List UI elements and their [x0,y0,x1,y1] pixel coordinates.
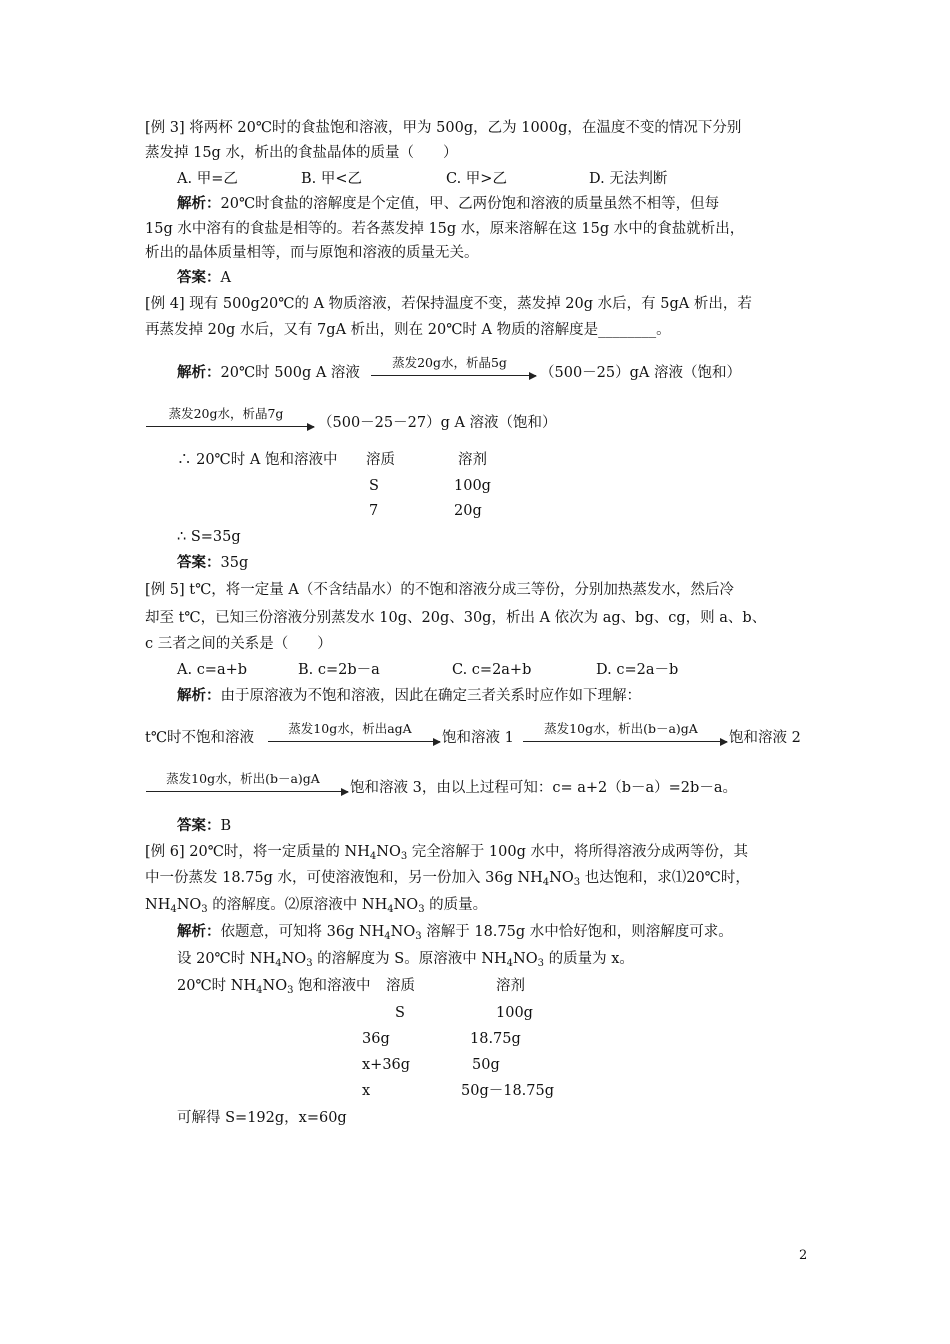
ex3-option-b: B. 甲<乙 [301,171,363,187]
answer-label: 答案： [177,269,221,286]
ex5-answer [177,816,231,836]
ex5-question-line-1: [例 5] t℃，将一定量 A（不含结晶水）的不饱和溶液分成三等份，分别加热蒸发水，然后冷 [145,582,734,598]
ex5-question-line-2: 却至 t℃，已知三份溶液分别蒸发水 10g、20g、30g，析出 A 依次为 ag、bg、cg，则 a、b、 [145,610,767,626]
ex6-analysis-line-2: 设 20℃时 $NH_4NO_3$ 的溶解度为 S。原溶液中 $NH_4NO_3$ 的质量为 x。 [177,951,634,969]
answer-label: 答案： [177,554,221,571]
ex4-table-lead: ∴ 20℃时 A 饱和溶液中 [177,452,338,468]
ex6-table-cell: 100g [496,1005,533,1021]
ex4-table-cell: 7 [369,503,379,519]
ex3-option-c: C. 甲>乙 [446,171,507,187]
reaction-arrow-5-label: 蒸发10g水，析出(b－a)gA [166,771,320,786]
analysis-text: 20℃时食盐的溶解度是个定值，甲、乙两份饱和溶液的质量虽然不相等，但每 [220,196,720,212]
analysis-text: 由于原溶液为不饱和溶液，因此在确定三者关系时应作如下理解： [220,688,641,704]
step1-start-text: 20℃时 500g A 溶液 [220,365,360,381]
ex4-table-header-solute: 溶质 [366,452,395,468]
reaction-arrow-4-label: 蒸发10g水，析出(b－a)gA [544,721,698,736]
reaction-arrow-4 [523,722,727,742]
ex5-analysis-line-1 [177,686,641,706]
ex4-question-line-1: [例 4] 现有 500g20℃的 A 物质溶液，若保持温度不变，蒸发掉 20g 水后，有 5gA 析出，若 [145,296,752,312]
analysis-label: 解析： [177,687,221,704]
ex4-step2-end: （500－25－27）g A 溶液（饱和） [318,415,557,431]
ex3-answer [177,268,231,288]
reaction-arrow-2-label: 蒸发20g水，析晶7g [168,406,284,421]
ex6-result: 可解得 S=192g，x=60g [177,1110,347,1126]
ex4-table-cell: S [369,478,379,494]
reaction-arrow-3-label: 蒸发10g水，析出agA [288,721,412,736]
ex4-result: ∴ S=35g [177,529,241,545]
reaction-arrow-1 [371,356,536,376]
ex6-table-header-solvent: 溶剂 [496,978,525,994]
ex6-table-cell: x [362,1083,371,1099]
analysis-label: 解析： [177,364,221,381]
ex6-question-line-1: [例 6] 20℃时，将一定质量的 $NH_4NO_3$ 完全溶解于 100g 水中，将所得溶液分成两等份，其 [145,844,748,862]
ex4-table-cell: 100g [454,478,491,494]
ex6-table-header-solute: 溶质 [386,978,415,994]
ex4-table-header-solvent: 溶剂 [458,452,487,468]
answer-value: B [220,818,232,834]
page-number: 2 [799,1248,808,1263]
ex5-option-c: C. c=2a+b [452,662,532,678]
ex5-question-line-3: c 三者之间的关系是（ ） [145,636,332,652]
ex3-analysis-line-3: 析出的晶体质量相等，而与原饱和溶液的质量无关。 [145,245,479,261]
ex5-option-a: A. c=a+b [177,662,248,678]
ex5-option-b: B. c=2b－a [298,662,380,678]
ex3-question-line-1: [例 3] 将两杯 20℃时的食盐饱和溶液，甲为 500g，乙为 1000g，在温度不变的情况下分别 [145,120,742,136]
ex6-table-lead: 20℃时 $NH_4NO_3$ 饱和溶液中 [177,978,371,996]
ex5-chain-start: t℃时不饱和溶液 [145,730,255,746]
answer-value: 35g [220,555,249,571]
reaction-arrow-5 [146,772,348,792]
ex6-question-line-3: $NH_4NO_3$ 的溶解度。⑵原溶液中 $NH_4NO_3$ 的质量。 [145,897,488,915]
ex6-question-line-2: 中一份蒸发 18.75g 水，可使溶液饱和，另一份加入 36g $NH_4NO_3$ 也达饱和，求⑴20℃时， [145,870,750,888]
ex5-chain-end: 饱和溶液 3，由以上过程可知：c= a+2（b－a）=2b－a。 [350,780,737,796]
answer-label: 答案： [177,817,221,834]
ex6-table-cell: 18.75g [470,1031,521,1047]
ex6-table-cell: x+36g [362,1057,411,1073]
ex3-option-d: D. 无法判断 [589,171,668,187]
ex3-question-line-2: 蒸发掉 15g 水，析出的食盐晶体的质量（ ） [145,145,458,161]
ex5-chain-mid-1: 饱和溶液 1 [442,730,514,746]
ex5-option-d: D. c=2a－b [596,662,679,678]
ex3-analysis-line-2: 15g 水中溶有的食盐是相等的。若各蒸发掉 15g 水，原来溶解在这 15g 水中的食盐就析出， [145,221,745,237]
ex4-step1-start [177,363,360,383]
reaction-arrow-3 [268,722,440,742]
ex3-option-a: A. 甲=乙 [177,171,238,187]
ex5-chain-mid-2: 饱和溶液 2 [729,730,801,746]
answer-value: A [220,270,231,286]
ex6-analysis-line-1: 解析：依题意，可知将 36g $NH_4NO_3$ 溶解于 18.75g 水中恰好饱和，则溶解度可求。 [177,923,733,942]
ex4-table-cell: 20g [454,503,482,519]
analysis-label: 解析： [177,923,221,940]
reaction-arrow-1-label: 蒸发20g水，析晶5g [392,355,507,370]
ex3-analysis-line-1 [177,194,719,214]
ex6-table-cell: 50g－18.75g [461,1083,555,1099]
ex6-table-cell: 50g [472,1057,500,1073]
ex6-table-cell: 36g [362,1031,390,1047]
analysis-label: 解析： [177,195,221,212]
ex4-question-line-2: 再蒸发掉 20g 水后，又有 7gA 析出，则在 20℃时 A 物质的溶解度是________。 [145,322,671,338]
ex4-answer [177,553,248,573]
reaction-arrow-2 [146,407,314,427]
ex4-step1-end: （500－25）gA 溶液（饱和） [540,365,741,381]
ex6-table-cell: S [395,1005,405,1021]
